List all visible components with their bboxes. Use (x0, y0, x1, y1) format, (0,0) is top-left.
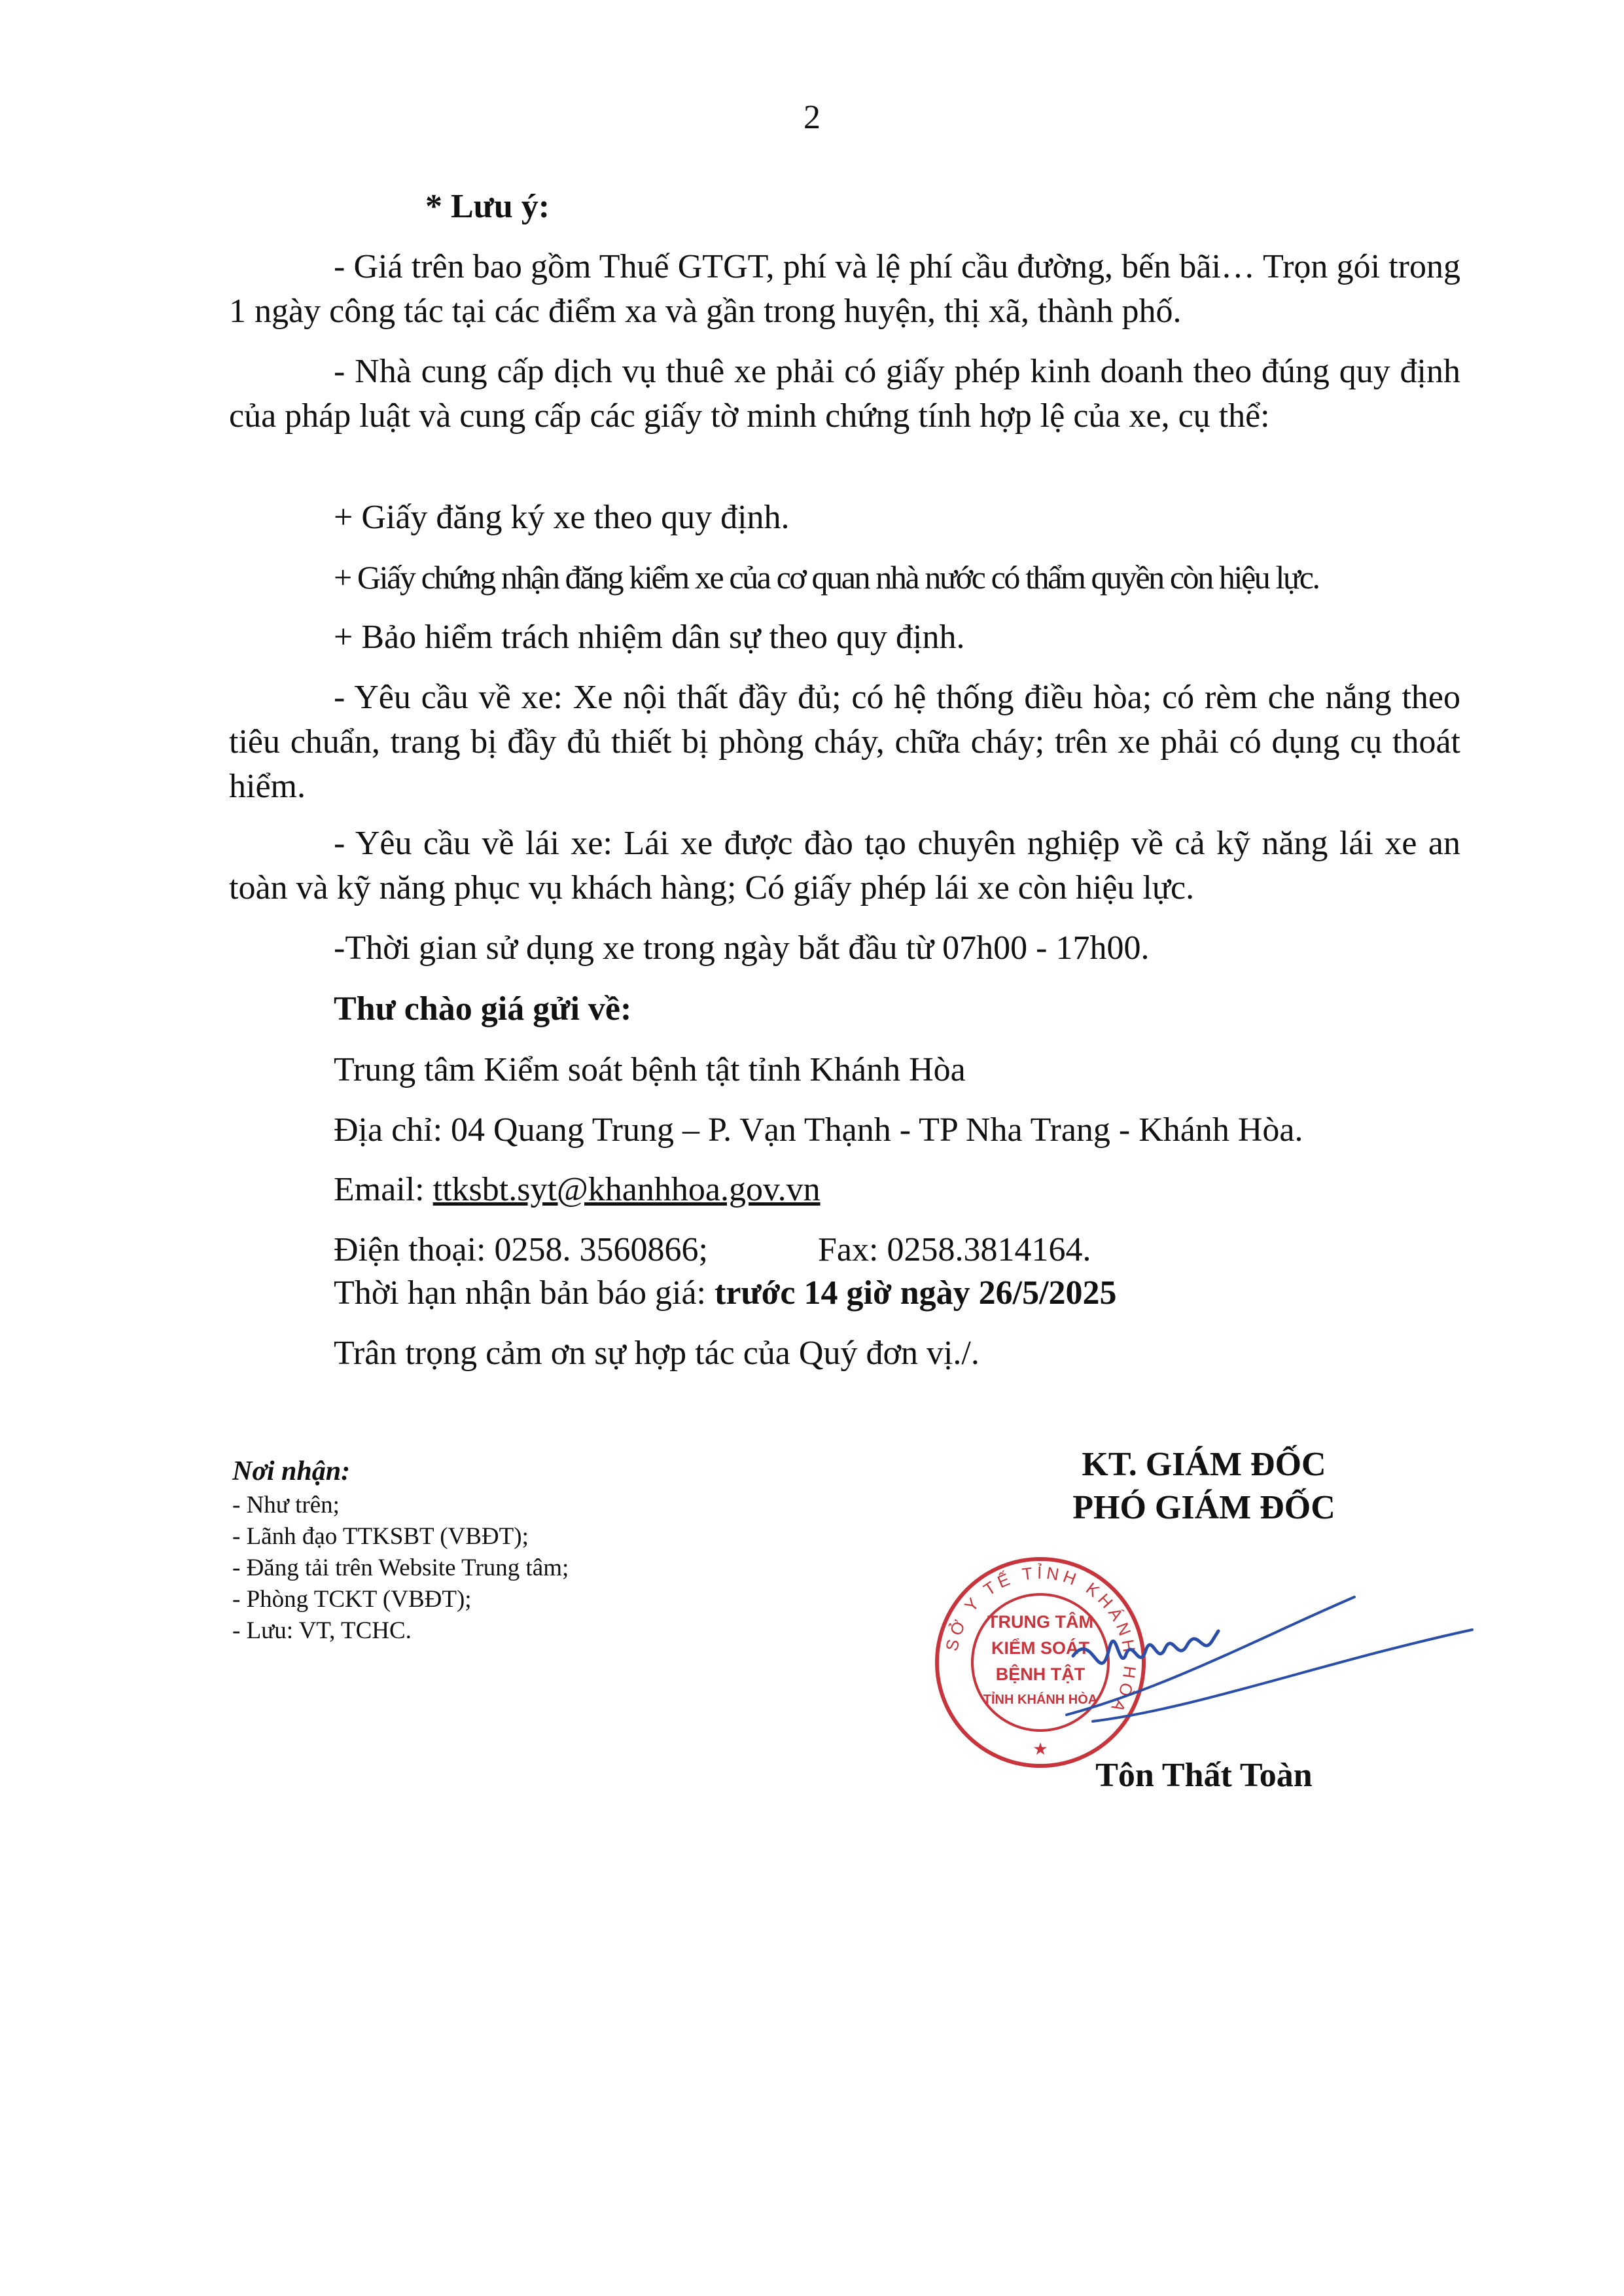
recipient-item: - Đăng tải trên Website Trung tâm; (232, 1554, 569, 1581)
organization-name: Trung tâm Kiểm soát bệnh tật tỉnh Khánh Hòa (334, 1051, 966, 1088)
email-link[interactable]: ttksbt.syt@khanhhoa.gov.vn (432, 1171, 821, 1208)
fax: Fax: 0258.3814164. (818, 1231, 1091, 1268)
svg-text:KIỂM SOÁT: KIỂM SOÁT (991, 1638, 1090, 1658)
send-to-heading: Thư chào giá gửi về: (334, 990, 632, 1028)
driver-requirements: - Yêu cầu về lái xe: Lái xe được đào tạo chuyên nghiệp về cả kỹ năng lái xe an toàn và kỹ năng phục vụ khách hàng; Có giấy phép lái xe còn hiệu lực. (229, 825, 1460, 906)
usage-time: -Thời gian sử dụng xe trong ngày bắt đầu từ 07h00 - 17h00. (334, 929, 1150, 967)
recipient-item: - Lưu: VT, TCHC. (232, 1617, 412, 1644)
deadline-value: trước 14 giờ ngày 26/5/2025 (715, 1274, 1117, 1312)
note-item-license: - Nhà cung cấp dịch vụ thuê xe phải có giấy phép kinh doanh theo đúng quy định của pháp luật và cung cấp các giấy tờ minh chứng tính hợp lệ của xe, cụ thể: (229, 353, 1460, 435)
recipients-block (232, 1453, 756, 1647)
recipients-title: Nơi nhận: (232, 1456, 351, 1486)
svg-text:TRUNG TÂM: TRUNG TÂM (987, 1612, 1093, 1632)
recipient-item: - Phòng TCKT (VBĐT); (232, 1586, 472, 1613)
svg-text:SỞ Y TẾ TỈNH KHÁNH HÒA: SỞ Y TẾ TỈNH KHÁNH HÒA (942, 1562, 1140, 1719)
page-number: 2 (803, 99, 821, 136)
email-line (334, 1168, 821, 1212)
svg-text:TỈNH KHÁNH HÒA: TỈNH KHÁNH HÒA (983, 1693, 1098, 1707)
sub-item-insurance: + Bảo hiểm trách nhiệm dân sự theo quy định. (334, 619, 965, 656)
signature-title-2: PHÓ GIÁM ĐỐC (1072, 1489, 1335, 1526)
sub-item-inspection: + Giấy chứng nhận đăng kiểm xe của cơ quan nhà nước có thẩm quyền còn hiệu lực. (334, 559, 1319, 596)
svg-text:BỆNH TẬT: BỆNH TẬT (995, 1664, 1086, 1684)
svg-text:★: ★ (1033, 1740, 1048, 1759)
sub-item-registration: + Giấy đăng ký xe theo quy định. (334, 499, 790, 536)
recipient-item: - Như trên; (232, 1492, 340, 1518)
deadline-label: Thời hạn nhận bản báo giá: (334, 1274, 715, 1312)
phone-line (334, 1228, 708, 1272)
note-heading: * Lưu ý: (425, 188, 550, 225)
note-item-price: - Giá trên bao gồm Thuế GTGT, phí và lệ phí cầu đường, bến bãi… Trọn gói trong 1 ngày công tác tại các điểm xa và gần trong huyện, thị xã, thành phố. (229, 248, 1460, 330)
vehicle-requirements: - Yêu cầu về xe: Xe nội thất đầy đủ; có hệ thống điều hòa; có rèm che nắng theo tiêu chuẩn, trang bị đầy đủ thiết bị phòng cháy, chữa cháy; trên xe phải có dụng cụ thoát hiểm. (229, 679, 1460, 805)
closing: Trân trọng cảm ơn sự hợp tác của Quý đơn vị./. (334, 1335, 980, 1372)
phone: Điện thoại: 0258. 3560866; (334, 1231, 708, 1268)
deadline-line (334, 1271, 1117, 1316)
signature-titles (909, 1443, 1498, 1530)
signature-title-1: KT. GIÁM ĐỐC (1082, 1446, 1326, 1483)
email-label: Email: (334, 1171, 433, 1208)
address: Địa chỉ: 04 Quang Trung – P. Vạn Thạnh - TP Nha Trang - Khánh Hòa. (334, 1111, 1303, 1149)
recipient-item: - Lãnh đạo TTKSBT (VBĐT); (232, 1523, 529, 1550)
handwritten-signature (1047, 1558, 1505, 1748)
signer-name: Tôn Thất Toàn (1095, 1757, 1313, 1794)
